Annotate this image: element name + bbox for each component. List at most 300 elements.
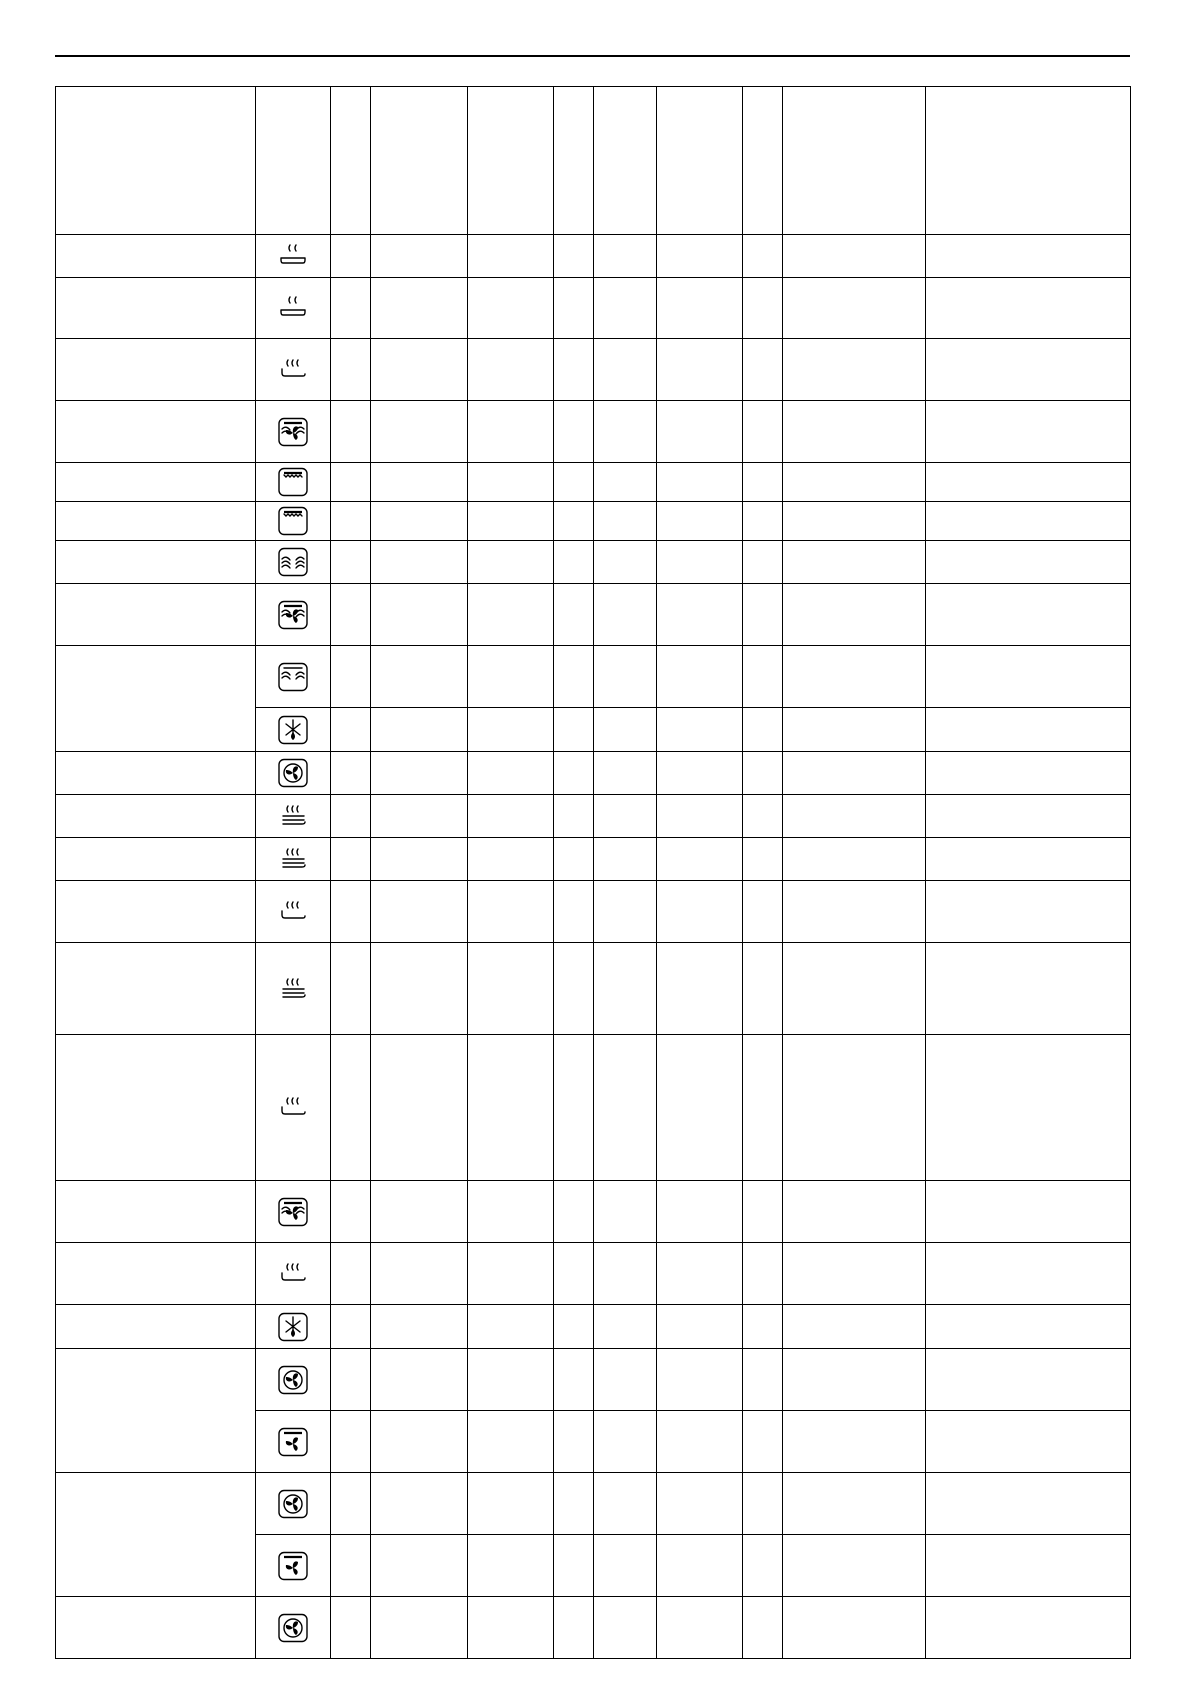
table-cell <box>468 278 554 339</box>
fan-ring-icon <box>277 1489 309 1519</box>
table-cell <box>926 235 1131 278</box>
food-name-cell <box>56 1035 256 1181</box>
table-cell <box>554 943 594 1035</box>
oven-function-cell <box>256 1035 331 1181</box>
table-cell <box>657 87 743 235</box>
top-rule <box>55 55 1130 57</box>
table-cell <box>331 87 371 235</box>
table-cell <box>926 541 1131 584</box>
table-cell <box>657 1181 743 1243</box>
food-name-cell <box>56 881 256 943</box>
table-cell <box>657 1535 743 1597</box>
table-cell <box>331 752 371 795</box>
table-cell <box>554 1535 594 1597</box>
table-cell <box>371 1305 468 1349</box>
table-row <box>56 1305 1131 1349</box>
table-row <box>56 541 1131 584</box>
table-cell <box>371 881 468 943</box>
table-cell <box>926 1035 1131 1181</box>
table-cell <box>331 1349 371 1411</box>
table-cell <box>468 339 554 401</box>
table-cell <box>743 708 783 752</box>
grill-dish-icon <box>277 293 309 323</box>
table-cell <box>657 1035 743 1181</box>
dish-heat-lines-icon <box>277 974 309 1004</box>
oven-function-cell <box>256 1411 331 1473</box>
table-cell <box>554 584 594 646</box>
table-cell <box>594 1411 657 1473</box>
table-cell <box>371 1411 468 1473</box>
table-cell <box>783 1305 926 1349</box>
oven-function-cell <box>256 881 331 943</box>
table-cell <box>783 278 926 339</box>
table-cell <box>743 502 783 541</box>
table-cell <box>926 1243 1131 1305</box>
table-cell <box>594 795 657 838</box>
table-cell <box>594 838 657 881</box>
table-cell <box>926 838 1131 881</box>
table-cell <box>783 87 926 235</box>
table-cell <box>926 708 1131 752</box>
table-cell <box>331 463 371 502</box>
table-row <box>56 1349 1131 1411</box>
table-cell <box>468 1349 554 1411</box>
table-cell <box>743 646 783 708</box>
table-cell <box>331 584 371 646</box>
oven-function-cell <box>256 838 331 881</box>
table-cell <box>926 752 1131 795</box>
table-cell <box>331 339 371 401</box>
table-cell <box>926 87 1131 235</box>
table-cell <box>331 401 371 463</box>
dish-heat-icon <box>277 355 309 385</box>
table-cell <box>743 1305 783 1349</box>
table-cell <box>554 463 594 502</box>
table-cell <box>594 1243 657 1305</box>
oven-function-cell <box>256 87 331 235</box>
table-row <box>56 646 1131 708</box>
table-cell <box>594 339 657 401</box>
table-cell <box>371 463 468 502</box>
table-cell <box>657 339 743 401</box>
table-cell <box>594 1305 657 1349</box>
table-cell <box>783 1349 926 1411</box>
table-cell <box>657 584 743 646</box>
table-cell <box>743 838 783 881</box>
table-cell <box>743 87 783 235</box>
fan-ring-icon <box>277 1613 309 1643</box>
table-cell <box>783 1181 926 1243</box>
table-cell <box>743 943 783 1035</box>
table-cell <box>371 541 468 584</box>
table-cell <box>468 87 554 235</box>
table-cell <box>331 278 371 339</box>
table-cell <box>468 1305 554 1349</box>
table-row <box>56 795 1131 838</box>
oven-function-cell <box>256 541 331 584</box>
oven-function-cell <box>256 1473 331 1535</box>
table-cell <box>926 1349 1131 1411</box>
table-cell <box>657 838 743 881</box>
table-cell <box>743 541 783 584</box>
table-cell <box>594 278 657 339</box>
table-cell <box>657 1411 743 1473</box>
table-cell <box>468 463 554 502</box>
fan-ring-icon <box>277 758 309 788</box>
table-cell <box>926 401 1131 463</box>
table-cell <box>468 1535 554 1597</box>
dish-heat-lines-icon <box>277 844 309 874</box>
dish-heat-icon <box>277 1093 309 1123</box>
table-cell <box>926 278 1131 339</box>
table-cell <box>554 646 594 708</box>
table-row <box>56 463 1131 502</box>
table-row <box>56 1243 1131 1305</box>
food-name-cell <box>56 584 256 646</box>
food-name-cell <box>56 1243 256 1305</box>
food-name-cell <box>56 646 256 752</box>
table-cell <box>371 943 468 1035</box>
fan-grill-icon <box>277 417 309 447</box>
table-row <box>56 339 1131 401</box>
defrost-icon <box>277 1312 309 1342</box>
table-cell <box>468 708 554 752</box>
table-cell <box>783 584 926 646</box>
table-cell <box>657 795 743 838</box>
dish-heat-icon <box>277 897 309 927</box>
table-cell <box>657 708 743 752</box>
oven-function-cell <box>256 1535 331 1597</box>
table-cell <box>371 838 468 881</box>
table-cell <box>926 1181 1131 1243</box>
food-name-cell <box>56 502 256 541</box>
table-row <box>56 1035 1131 1181</box>
dish-heat-lines-icon <box>277 801 309 831</box>
table-cell <box>783 838 926 881</box>
food-name-cell <box>56 541 256 584</box>
table-cell <box>743 1473 783 1535</box>
table-row <box>56 943 1131 1035</box>
table-row <box>56 401 1131 463</box>
table-cell <box>468 646 554 708</box>
table-cell <box>371 1535 468 1597</box>
table-cell <box>554 278 594 339</box>
top-heat-icon <box>277 506 309 536</box>
table-cell <box>371 339 468 401</box>
grill-dish-icon <box>277 241 309 271</box>
full-grill-icon <box>277 547 309 577</box>
table-cell <box>331 1243 371 1305</box>
table-cell <box>331 708 371 752</box>
table-cell <box>743 463 783 502</box>
table-cell <box>783 401 926 463</box>
oven-function-cell <box>256 339 331 401</box>
table-cell <box>743 1181 783 1243</box>
table-cell <box>594 502 657 541</box>
table-cell <box>594 708 657 752</box>
food-name-cell <box>56 1305 256 1349</box>
table-row <box>56 838 1131 881</box>
table-cell <box>743 1597 783 1659</box>
food-name-cell <box>56 87 256 235</box>
table-cell <box>468 752 554 795</box>
table-cell <box>594 584 657 646</box>
table-cell <box>554 881 594 943</box>
table-cell <box>783 235 926 278</box>
table-cell <box>594 87 657 235</box>
table-cell <box>657 752 743 795</box>
table-cell <box>554 795 594 838</box>
table-cell <box>594 752 657 795</box>
fan-top-icon <box>277 1427 309 1457</box>
defrost-icon <box>277 715 309 745</box>
table-cell <box>926 1305 1131 1349</box>
oven-function-cell <box>256 463 331 502</box>
table-cell <box>331 1597 371 1659</box>
table-cell <box>371 1181 468 1243</box>
food-name-cell <box>56 1473 256 1597</box>
table-cell <box>371 278 468 339</box>
oven-function-cell <box>256 795 331 838</box>
table-cell <box>331 1473 371 1535</box>
table-cell <box>554 541 594 584</box>
table-cell <box>926 795 1131 838</box>
table-cell <box>594 401 657 463</box>
table-cell <box>371 1473 468 1535</box>
table-row <box>56 752 1131 795</box>
table-cell <box>926 943 1131 1035</box>
table-cell <box>926 1535 1131 1597</box>
table-cell <box>743 881 783 943</box>
table-cell <box>926 1473 1131 1535</box>
table-cell <box>783 1411 926 1473</box>
table-cell <box>331 502 371 541</box>
oven-function-cell <box>256 1349 331 1411</box>
table-cell <box>554 502 594 541</box>
oven-function-cell <box>256 401 331 463</box>
fan-grill-icon <box>277 1197 309 1227</box>
table-cell <box>657 401 743 463</box>
table-cell <box>331 1535 371 1597</box>
table-cell <box>371 87 468 235</box>
table-cell <box>926 502 1131 541</box>
table-cell <box>783 708 926 752</box>
table-cell <box>554 235 594 278</box>
table-cell <box>468 541 554 584</box>
table-cell <box>783 502 926 541</box>
table-cell <box>554 1243 594 1305</box>
table-cell <box>594 646 657 708</box>
table-header-row <box>56 87 1131 235</box>
table-cell <box>468 401 554 463</box>
table-cell <box>594 1473 657 1535</box>
table-cell <box>554 708 594 752</box>
oven-function-cell <box>256 943 331 1035</box>
table-cell <box>331 881 371 943</box>
table-cell <box>657 1305 743 1349</box>
oven-function-cell <box>256 1305 331 1349</box>
food-name-cell <box>56 838 256 881</box>
table-cell <box>783 1535 926 1597</box>
table-cell <box>743 235 783 278</box>
table-cell <box>594 943 657 1035</box>
oven-function-cell <box>256 584 331 646</box>
table-row <box>56 235 1131 278</box>
table-cell <box>554 339 594 401</box>
table-cell <box>743 584 783 646</box>
table-cell <box>926 463 1131 502</box>
table-cell <box>554 1035 594 1181</box>
table-row <box>56 1473 1131 1535</box>
table-cell <box>371 646 468 708</box>
fan-ring-icon <box>277 1365 309 1395</box>
food-name-cell <box>56 278 256 339</box>
table-cell <box>468 838 554 881</box>
table-cell <box>743 1243 783 1305</box>
food-name-cell <box>56 795 256 838</box>
food-name-cell <box>56 339 256 401</box>
table-cell <box>783 795 926 838</box>
table-cell <box>468 1181 554 1243</box>
table-cell <box>743 1035 783 1181</box>
table-cell <box>468 1035 554 1181</box>
top-heat-icon <box>277 467 309 497</box>
oven-function-cell <box>256 278 331 339</box>
table-cell <box>594 1181 657 1243</box>
table-cell <box>371 1349 468 1411</box>
table-cell <box>783 646 926 708</box>
table-cell <box>371 1035 468 1181</box>
table-cell <box>783 339 926 401</box>
table-cell <box>926 646 1131 708</box>
cooking-table-body <box>56 87 1131 1659</box>
table-cell <box>783 881 926 943</box>
dish-heat-icon <box>277 1259 309 1289</box>
table-cell <box>783 463 926 502</box>
table-cell <box>926 339 1131 401</box>
table-cell <box>554 1181 594 1243</box>
table-cell <box>468 502 554 541</box>
table-cell <box>657 646 743 708</box>
table-cell <box>783 541 926 584</box>
oven-function-cell <box>256 235 331 278</box>
food-name-cell <box>56 235 256 278</box>
table-cell <box>331 943 371 1035</box>
oven-function-cell <box>256 1597 331 1659</box>
table-cell <box>371 708 468 752</box>
table-row <box>56 1597 1131 1659</box>
table-cell <box>783 1597 926 1659</box>
table-cell <box>468 881 554 943</box>
table-cell <box>331 1035 371 1181</box>
table-cell <box>657 881 743 943</box>
table-cell <box>743 1535 783 1597</box>
table-cell <box>468 235 554 278</box>
table-cell <box>554 1473 594 1535</box>
table-row <box>56 278 1131 339</box>
table-cell <box>371 584 468 646</box>
food-name-cell <box>56 463 256 502</box>
fan-top-icon <box>277 1551 309 1581</box>
table-cell <box>554 838 594 881</box>
table-cell <box>657 235 743 278</box>
table-cell <box>657 1243 743 1305</box>
table-cell <box>657 278 743 339</box>
cooking-table <box>55 86 1131 1659</box>
table-row <box>56 881 1131 943</box>
grill-icon <box>277 662 309 692</box>
table-cell <box>468 1597 554 1659</box>
table-cell <box>554 1597 594 1659</box>
table-cell <box>657 463 743 502</box>
table-cell <box>743 401 783 463</box>
table-cell <box>926 584 1131 646</box>
table-cell <box>331 235 371 278</box>
table-cell <box>554 87 594 235</box>
table-cell <box>371 235 468 278</box>
table-cell <box>331 646 371 708</box>
oven-function-cell <box>256 1243 331 1305</box>
table-cell <box>468 1473 554 1535</box>
oven-function-cell <box>256 708 331 752</box>
table-cell <box>468 1411 554 1473</box>
table-cell <box>783 1035 926 1181</box>
table-cell <box>371 752 468 795</box>
table-cell <box>926 881 1131 943</box>
table-cell <box>468 795 554 838</box>
table-cell <box>657 943 743 1035</box>
food-name-cell <box>56 943 256 1035</box>
table-cell <box>331 1181 371 1243</box>
table-cell <box>594 1535 657 1597</box>
table-cell <box>331 1411 371 1473</box>
oven-function-cell <box>256 1181 331 1243</box>
table-cell <box>594 463 657 502</box>
table-cell <box>554 401 594 463</box>
table-cell <box>743 339 783 401</box>
oven-function-cell <box>256 646 331 708</box>
table-cell <box>594 1349 657 1411</box>
table-cell <box>783 1473 926 1535</box>
food-name-cell <box>56 1181 256 1243</box>
table-cell <box>926 1597 1131 1659</box>
table-cell <box>743 1411 783 1473</box>
table-cell <box>468 584 554 646</box>
table-cell <box>743 278 783 339</box>
table-cell <box>594 1597 657 1659</box>
table-cell <box>371 1597 468 1659</box>
table-cell <box>554 1305 594 1349</box>
food-name-cell <box>56 401 256 463</box>
table-cell <box>331 838 371 881</box>
food-name-cell <box>56 752 256 795</box>
table-row <box>56 502 1131 541</box>
table-row <box>56 1181 1131 1243</box>
table-cell <box>657 1349 743 1411</box>
table-cell <box>594 541 657 584</box>
table-cell <box>554 752 594 795</box>
table-cell <box>783 752 926 795</box>
table-cell <box>468 943 554 1035</box>
food-name-cell <box>56 1349 256 1473</box>
table-cell <box>926 1411 1131 1473</box>
table-cell <box>657 541 743 584</box>
table-cell <box>331 795 371 838</box>
oven-function-cell <box>256 752 331 795</box>
table-cell <box>743 1349 783 1411</box>
table-cell <box>594 1035 657 1181</box>
table-cell <box>554 1349 594 1411</box>
